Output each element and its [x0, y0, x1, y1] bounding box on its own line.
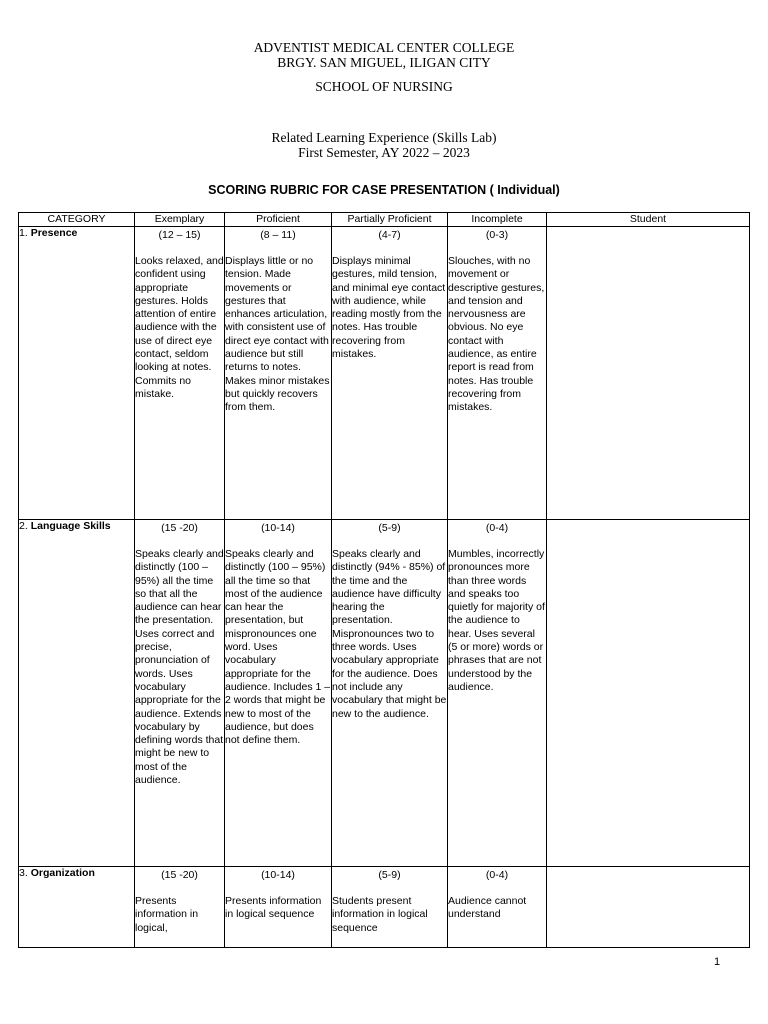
- proficient-cell: [225, 520, 332, 867]
- col-header-exemplary: Exemplary: [135, 213, 225, 227]
- criteria-text: Students present information in logical sequence: [332, 895, 428, 934]
- col-header-partially-proficient: Partially Proficient: [332, 213, 448, 227]
- criteria-text: Speaks clearly and distinctly (100 – 95%) all the time so that most of the audience can hear the presentation, but mispronounces one word. Uses vocabulary appropriate for the audience. Includes 1 – 2 words that might be new to most of the audience, but does not define them.: [225, 548, 331, 747]
- category-cell: [19, 227, 135, 520]
- criteria-text: Slouches, with no movement or descriptive gestures, and tension and nervousness are obvious. No eye contact with audience, as entire report is read from notes. Has trouble recovering from mistakes.: [448, 255, 545, 414]
- col-header-student: Student: [547, 213, 750, 227]
- incomplete-cell: [448, 867, 547, 948]
- category-cell: [19, 520, 135, 867]
- category-cell: [19, 867, 135, 948]
- exemplary-cell: [135, 520, 225, 867]
- col-header-category: CATEGORY: [19, 213, 135, 227]
- criteria-text: Speaks clearly and distinctly (100 – 95%) all the time so that all the audience can hear the presentation. Uses correct and precise, pronunciation of words. Uses vocabulary appropriate for the audience. Extends vocabulary by defining words that might be new to most of the audience.: [135, 548, 224, 787]
- col-header-incomplete: Incomplete: [448, 213, 547, 227]
- rubric-table: [18, 212, 750, 948]
- score-range: (8 – 11): [260, 229, 296, 241]
- semester-line: First Semester, AY 2022 – 2023: [298, 145, 470, 160]
- category-number: 3.: [19, 867, 31, 879]
- category-label: Presence: [30, 227, 78, 239]
- score-range: (0-4): [485, 869, 509, 881]
- proficient-cell: [225, 227, 332, 520]
- school-name: SCHOOL OF NURSING: [315, 79, 453, 94]
- partially-proficient-cell: [332, 227, 448, 520]
- criteria-text: Displays little or no tension. Made movements or gestures that enhances articulation, with consistent use of direct eye contact with audience but still returns to notes. Makes minor mistakes but quickly recovers from them.: [225, 255, 330, 414]
- category-number: 1.: [19, 227, 31, 239]
- rubric-title: SCORING RUBRIC FOR CASE PRESENTATION ( Individual): [208, 183, 560, 197]
- table-row: [19, 867, 750, 948]
- criteria-text: Displays minimal gestures, mild tension, and minimal eye contact with audience, while reading mostly from the notes. Has trouble recovering from mistakes.: [332, 255, 446, 361]
- table-row: [19, 520, 750, 867]
- score-range: (4-7): [378, 229, 401, 241]
- college-name: ADVENTIST MEDICAL CENTER COLLEGE: [253, 40, 515, 55]
- course-title: Related Learning Experience (Skills Lab): [271, 130, 497, 145]
- criteria-text: Speaks clearly and distinctly (94% - 85%) of the time and the audience have difficulty hearing the presentation. Mispronounces two to three words. Uses vocabulary appropriate for the audience. Does not include any vocabulary that might be new to the audience.: [332, 548, 447, 720]
- score-range: (15 -20): [161, 869, 198, 881]
- college-address: BRGY. SAN MIGUEL, ILIGAN CITY: [277, 55, 491, 70]
- score-range: (10-14): [261, 869, 295, 881]
- col-header-proficient: Proficient: [225, 213, 332, 227]
- incomplete-cell: [448, 520, 547, 867]
- criteria-text: Presents information in logical,: [135, 895, 199, 934]
- score-range: (0-3): [485, 229, 509, 241]
- exemplary-cell: [135, 867, 225, 948]
- criteria-text: Looks relaxed, and confident using appropriate gestures. Holds attention of entire audience with the use of direct eye contact, seldom looking at notes. Commits no mistake.: [135, 255, 224, 400]
- category-label: Language Skills: [30, 520, 111, 532]
- category-number: 2.: [19, 520, 31, 532]
- exemplary-cell: [135, 227, 225, 520]
- criteria-text: Audience cannot understand: [448, 895, 527, 921]
- header-row: [19, 213, 750, 227]
- partially-proficient-cell: [332, 520, 448, 867]
- score-range: (5-9): [378, 869, 401, 881]
- page-number: 1: [714, 956, 721, 968]
- score-range: (5-9): [378, 522, 401, 534]
- student-score-cell[interactable]: [547, 867, 750, 948]
- table-row: [19, 227, 750, 520]
- student-score-cell[interactable]: [547, 520, 750, 867]
- student-score-cell[interactable]: [547, 227, 750, 520]
- partially-proficient-cell: [332, 867, 448, 948]
- proficient-cell: [225, 867, 332, 948]
- incomplete-cell: [448, 227, 547, 520]
- criteria-text: Mumbles, incorrectly pronounces more than three words and speaks too quietly for majority of the audience to hear. Uses several (5 or more) words or phrases that are not understood by the audience.: [448, 548, 545, 693]
- category-label: Organization: [30, 867, 95, 879]
- score-range: (12 – 15): [158, 229, 201, 241]
- criteria-text: Presents information in logical sequence: [225, 895, 322, 921]
- score-range: (0-4): [485, 522, 509, 534]
- score-range: (10-14): [261, 522, 295, 534]
- score-range: (15 -20): [161, 522, 198, 534]
